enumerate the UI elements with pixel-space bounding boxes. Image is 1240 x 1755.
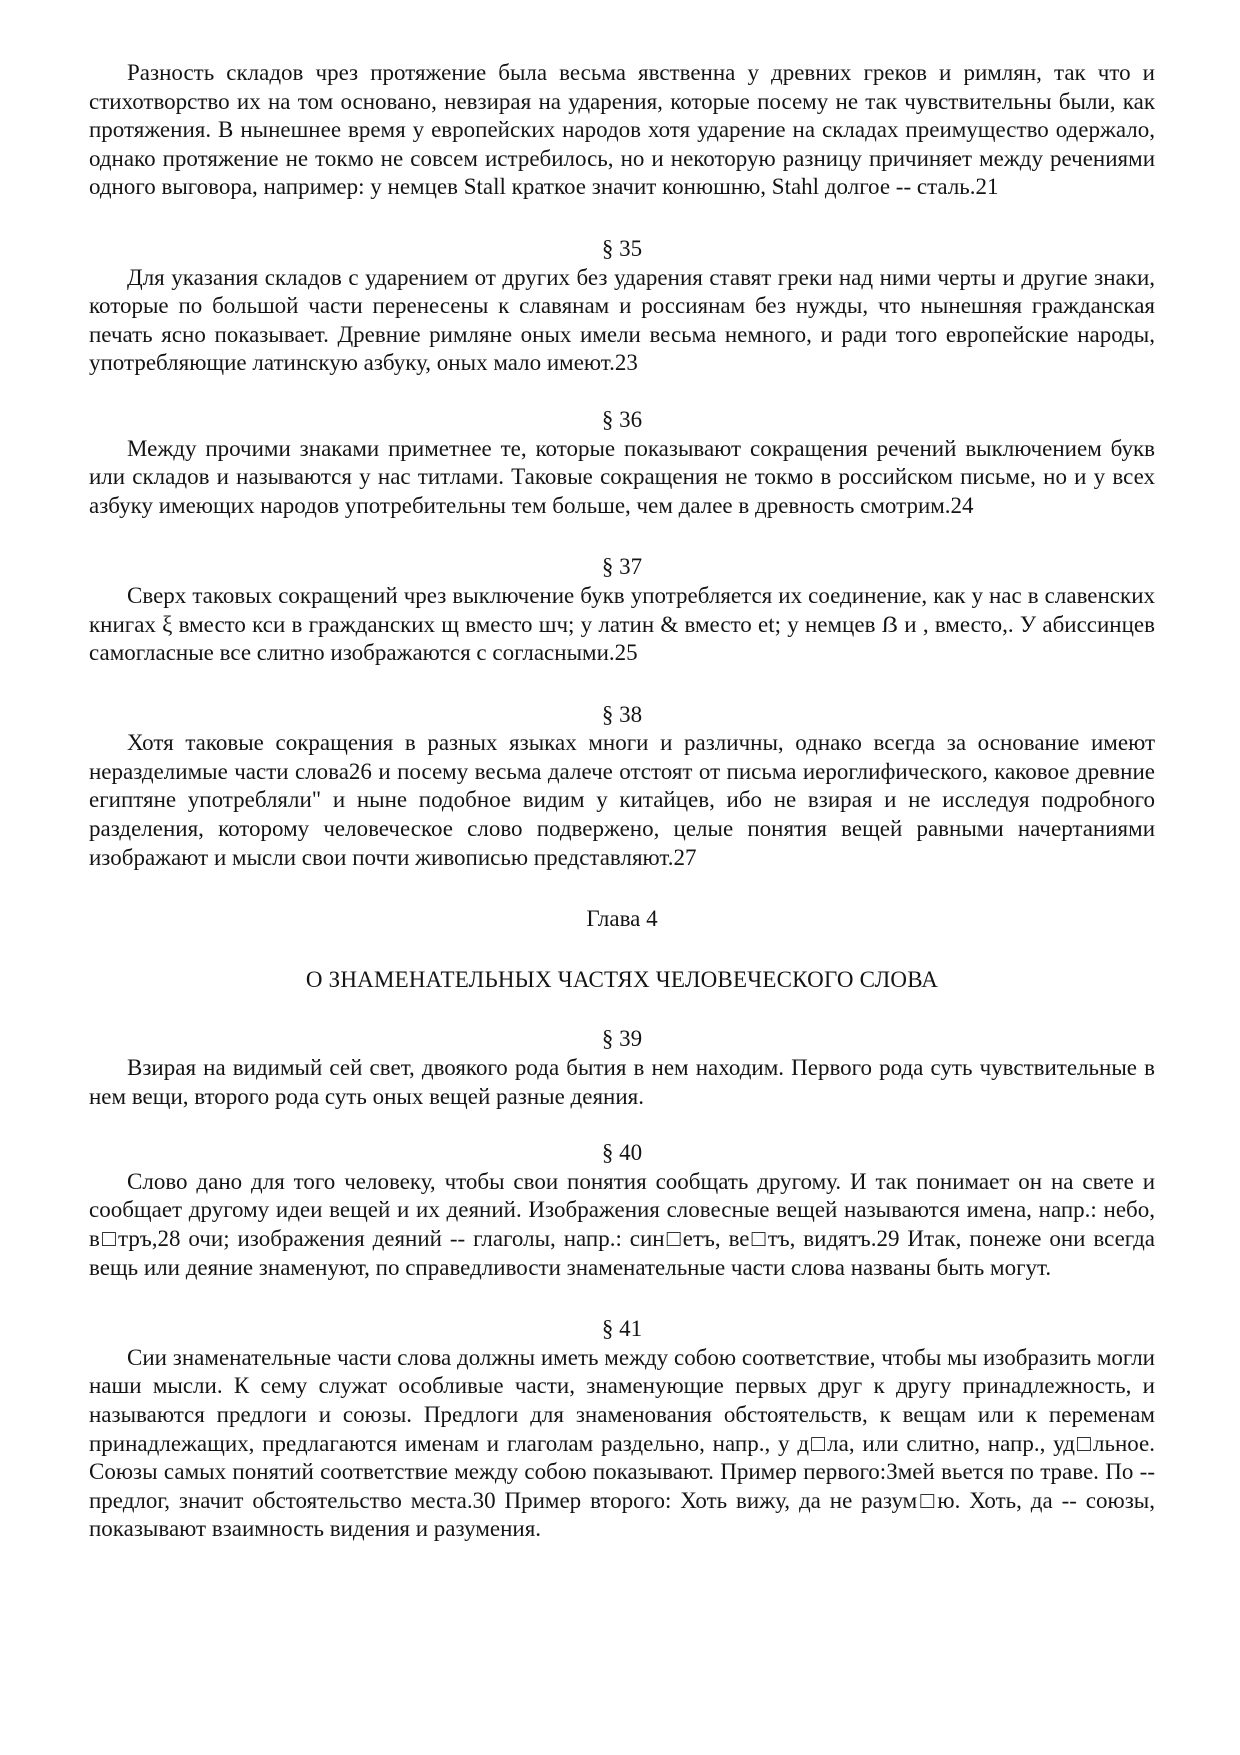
chapter-title: О ЗНАМЕНАТЕЛЬНЫХ ЧАСТЯХ ЧЕЛОВЕЧЕСКОГО СЛОВА <box>305 966 939 992</box>
paragraph-38: Хотя таковые сокращения в разных языках многи и различны, однако всегда за основание имеют неразделимые части слова26 и посему весьма далече отстоят от письма иероглифического, каковое древние египтяне употребляли" и ныне подобное видим у китайцев, ибо не взирая и не исследуя подробного разделения, которому человеческое слово подвержено, целые понятия вещей равными начертаниями изображают и мысли свои почти живописью представляют.27 <box>89 730 1155 870</box>
paragraph-39: Взирая на видимый сей свет, двоякого рода бытия в нем находим. Первого рода суть чувствительные в нем вещи, второго рода суть оных вещей разные деяния. <box>89 1055 1155 1109</box>
section-heading-39: § 39 <box>601 1026 643 1052</box>
paragraph-37: Сверх таковых сокращений чрез выключение букв употребляется их соединение, как у нас в славенских книгах ξ вместо кси в гражданских щ вместо шч; у латин & вместо et; у немцев ẞ и , вместо,. У абиссинцев самогласные все слитно изображаются с согласными.25 <box>89 582 1155 666</box>
section-heading-36: § 36 <box>601 406 643 432</box>
chapter-heading: Глава 4 <box>586 906 658 932</box>
section-heading-41: § 41 <box>601 1316 643 1342</box>
paragraph-34-continuation: Разность складов чрез протяжение была весьма явственна у древних греков и римлян, так что и стихотворство их на том основано, невзирая на ударения, которые посему не так чувствительны были, как протяжения. В нынешнее время у европейских народов хотя ударение на складах преимущество одержало, однако протяжение не токмо не совсем истребилось, но и некоторую разницу причиняет между речениями одного выговора, например: у немцев Stall краткое значит конюшню, Stahl долгое -- сталь.21 <box>89 60 1155 200</box>
document-body <box>89 59 1155 1544</box>
section-heading-37: § 37 <box>601 554 643 580</box>
section-heading-35: § 35 <box>601 235 643 261</box>
section-heading-38: § 38 <box>601 701 643 727</box>
paragraph-40: Слово дано для того человеку, чтобы свои понятия сообщать другому. И так понимает он на свете и сообщает другому идеи вещей и их деяний. Изображения словесные вещей называются имена, напр.: небо, в□тръ,28 очи; изображения деяний -- глаголы, напр.: син□етъ, ве□тъ, видятъ.29 Итак, понеже они всегда вещь или деяние знаменуют, по справедливости знаменательные части слова названы быть могут. <box>89 1168 1155 1280</box>
paragraph-35: Для указания складов с ударением от других без ударения ставят греки над ними черты и другие знаки, которые по большой части перенесены к славянам и россиянам без нужды, что нынешняя гражданская печать ясно показывает. Древние римляне оных имели весьма немного, и ради того европейские народы, употребляющие латинскую азбуку, оных мало имеют.23 <box>89 264 1155 376</box>
paragraph-36: Между прочими знаками приметнее те, которые показывают сокращения речений выключением букв или складов и называются у нас титлами. Таковые сокращения не токмо в российском письме, но и у всех азбуку имеющих народов употребительны тем больше, чем далее в древность смотрим.24 <box>89 435 1155 518</box>
paragraph-41: Сии знаменательные части слова должны иметь между собою соответствие, чтобы мы изобразить могли наши мысли. К сему служат особливые части, знаменующие первых друг к другу принадлежность, и называются предлоги и союзы. Предлоги для знаменования обстоятельств, к вещам или к переменам принадлежащих, предлагаются именам и глаголам раздельно, напр., у д□ла, или слитно, напр., уд□льное. Союзы самых понятий соответствие между собою показывают. Пример первого:Змей вьется по траве. По -- предлог, значит обстоятельство места.30 Пример второго: Хоть вижу, да не разум□ю. Хоть, да -- союзы, показывают взаимность видения и разумения. <box>89 1344 1155 1542</box>
section-heading-40: § 40 <box>601 1140 643 1166</box>
